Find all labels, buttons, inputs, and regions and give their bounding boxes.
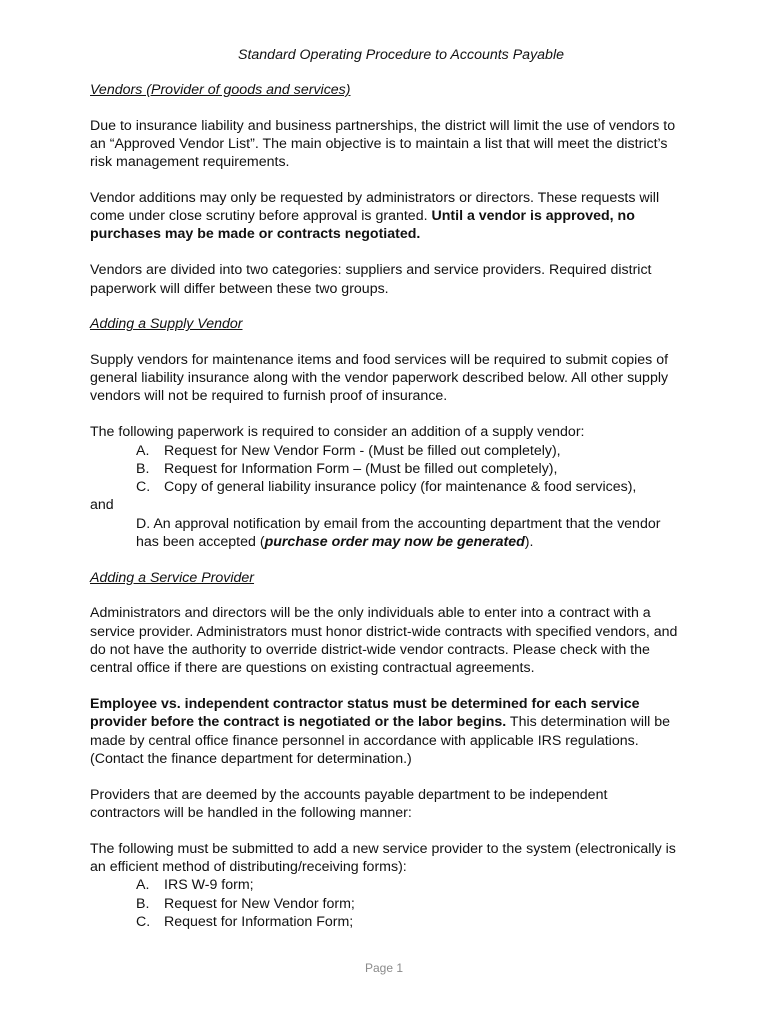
list-marker: A. (136, 442, 150, 459)
document-title: Standard Operating Procedure to Accounts Payable (238, 47, 564, 63)
list-marker: B. (136, 460, 150, 477)
service-paragraph-2 (90, 695, 680, 768)
vendors-heading: Vendors (Provider of goods and services) (90, 82, 351, 98)
vendors-approval-warning: Until a vendor is approved, no purchases may be made or contracts negotiated. (90, 208, 635, 243)
service-provider-heading: Adding a Service Provider (90, 569, 255, 586)
vendors-paragraph-1: Due to insurance liability and business partnerships, the district will limit the use of vendors to an “Approved Vendor List”. The main objective is to maintain a list that will meet the district’s risk management requirements. (90, 117, 676, 171)
list-item-text: Request for Information Form; (164, 914, 354, 930)
vendors-paragraph-2 (90, 189, 680, 244)
list-marker: C. (136, 914, 151, 930)
supply-list-intro: The following paperwork is required to consider an addition of a supply vendor: (90, 424, 585, 441)
service-requirements-list (90, 876, 680, 931)
purchase-order-note: purchase order may now be generated (264, 534, 525, 551)
supply-requirements-list (90, 442, 680, 497)
list-item (136, 478, 680, 496)
supply-vendor-heading: Adding a Supply Vendor (90, 316, 243, 333)
and-text: and (90, 497, 114, 514)
list-item (136, 460, 680, 478)
list-item-d (90, 515, 680, 552)
supply-paragraph-1: Supply vendors for maintenance items and food services will be required to submit copies of general liability insurance along with the vendor paperwork described below. All other supply vendors will not be required to furnish proof of insurance. (90, 351, 669, 405)
vendors-paragraph-2-text: Vendor additions may only be requested by administrators or directors. These requests will come under close scrutiny before approval is granted. (90, 189, 660, 225)
list-marker: B. (136, 895, 150, 912)
page-number: Page 1 (364, 961, 404, 975)
list-item-text: Request for New Vendor Form - (Must be filled out completely), (164, 442, 561, 459)
list-item (136, 442, 680, 460)
list-item (136, 913, 680, 931)
list-item-d-text: D. An approval notification by email from the accounting department that the vendor has been accepted ( (136, 515, 661, 551)
list-item-text: Request for New Vendor form; (164, 895, 355, 912)
list-item (136, 876, 680, 894)
list-item-text: Copy of general liability insurance policy (for maintenance & food services), (164, 479, 637, 496)
list-marker: A. (136, 877, 150, 894)
list-item-text: Request for Information Form – (Must be filled out completely), (164, 460, 558, 477)
service-paragraph-3: Providers that are deemed by the accounts payable department to be independent contractors will be handled in the following manner: (90, 786, 608, 822)
vendors-paragraph-3: Vendors are divided into two categories: suppliers and service providers. Required district paperwork will differ between these two groups. (90, 262, 652, 297)
contractor-status-warning: Employee vs. independent contractor status must be determined for each service provider before the contract is negotiated or the labor begins. (90, 696, 640, 731)
list-item-text: IRS W-9 form; (164, 877, 254, 894)
service-paragraph-1: Administrators and directors will be the only individuals able to enter into a contract with a service provider. Administrators must honor district-wide contracts with specified vendors, and do not have the authority to override district-wide vendor contracts. Please check with the central office if there are questions on existing contractual agreements. (90, 605, 678, 677)
list-item (136, 895, 680, 913)
service-list-intro: The following must be submitted to add a new service provider to the system (electronically is an efficient method of distributing/receiving forms): (90, 840, 676, 876)
list-marker: C. (136, 479, 151, 496)
list-item-d-suffix: ). (524, 534, 534, 551)
service-paragraph-2-text: This determination will be made by central office finance personnel in accordance with applicable IRS regulations. (Contact the finance department for determination.) (90, 714, 670, 767)
